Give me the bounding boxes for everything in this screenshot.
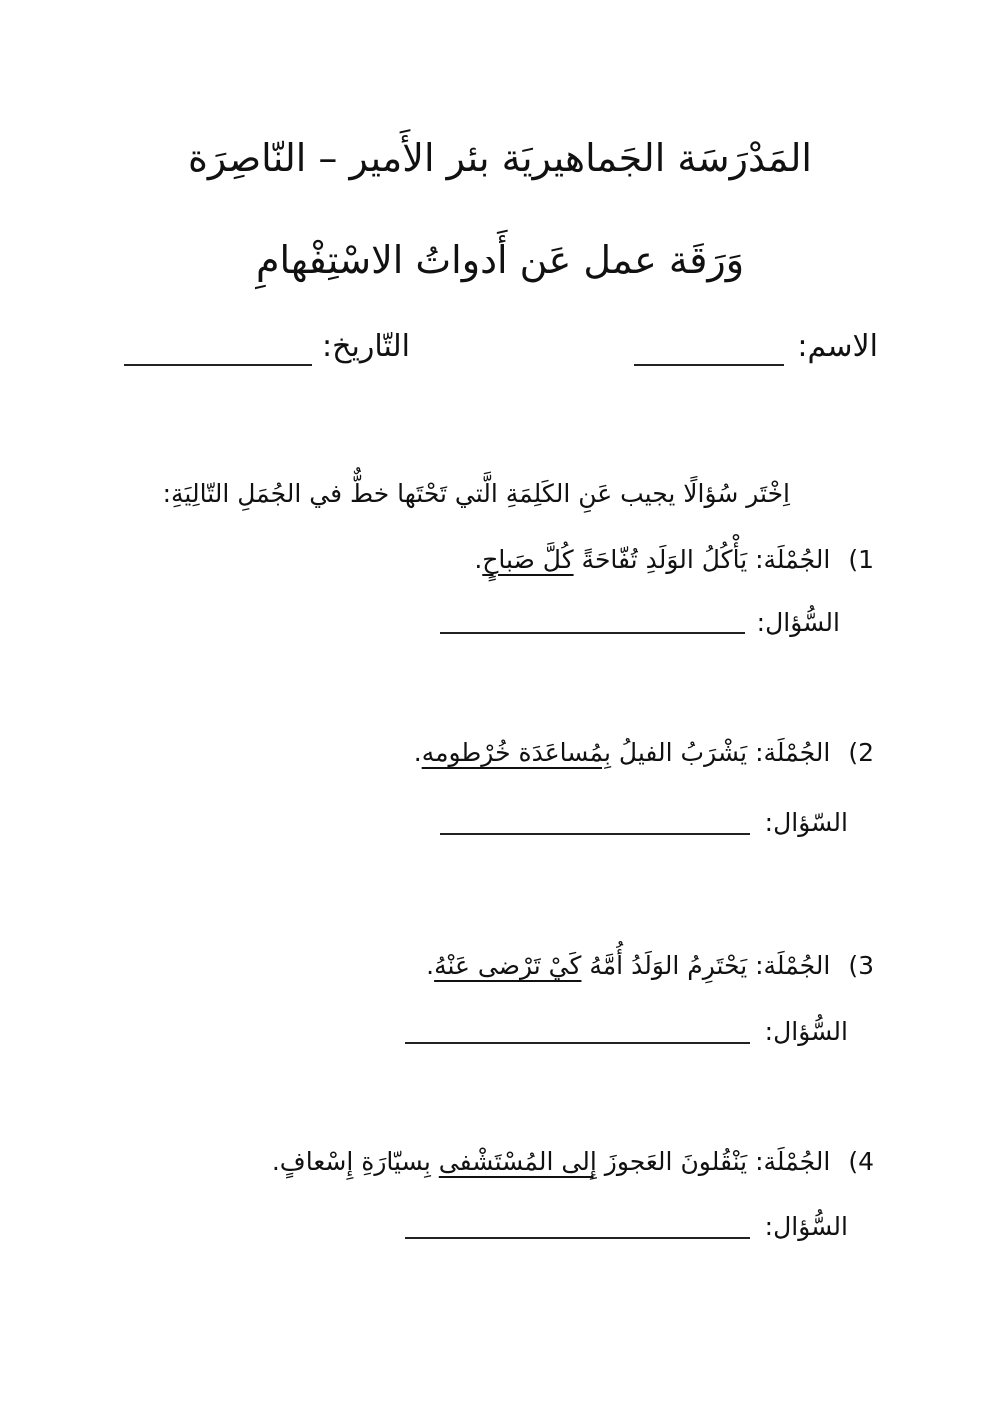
sentence-text: يَنْقُلونَ العَجوزَ [604, 1147, 748, 1176]
sentence-text: يَأْكُلُ الوَلَدِ تُفّاحَةً [581, 545, 748, 574]
question-number: 3) [848, 951, 874, 980]
question-label: السُّؤال: [756, 608, 840, 637]
sentence-label: الجُمْلَة: [755, 738, 831, 767]
question-number: 2) [848, 738, 874, 767]
sentence-label: الجُمْلَة: [755, 951, 831, 980]
date-field[interactable] [124, 364, 312, 366]
sentence-label: الجُمْلَة: [755, 545, 831, 574]
answer-field-3[interactable] [405, 1042, 750, 1044]
question-label: السُّؤال: [764, 1017, 848, 1046]
underlined-phrase: إِلى المُسْتَشْفى [438, 1147, 597, 1176]
name-field[interactable] [634, 364, 784, 366]
school-title: المَدْرَسَة الجَماهيريَة بئر الأَمير – النّاصِرَة [188, 136, 812, 180]
answer-field-4[interactable] [405, 1237, 750, 1239]
answer-field-2[interactable] [440, 833, 750, 835]
sentence-label: الجُمْلَة: [755, 1147, 831, 1176]
sentence-3 [426, 946, 874, 986]
sentence-1 [474, 540, 874, 580]
question-number: 4) [848, 1147, 874, 1176]
name-label: الاسم: [797, 329, 878, 364]
underlined-phrase: كَيْ تَرْضى عَنْهُ [434, 951, 582, 980]
sentence-text: يَشْرَبُ الفيلُ [618, 738, 748, 767]
sentence-2 [414, 733, 874, 773]
question-number: 1) [848, 545, 874, 574]
sentence-text: يَحْتَرِمُ الوَلَدُ أُمَّهُ [589, 951, 748, 980]
date-label: التّاريخ: [322, 329, 410, 364]
instruction-text: اِخْتَر سُؤالًا يجيب عَنِ الكَلِمَةِ الَّتي تَحْتَها خطٌّ في الجُمَلِ التّالِيَةِ: [162, 479, 790, 508]
sentence-4 [272, 1142, 874, 1182]
sentence-end: . [426, 951, 435, 980]
question-label: السّؤال: [764, 808, 848, 837]
underlined-phrase: كُلَّ صَباحٍ [482, 545, 574, 574]
sentence-end: بِسيّارَةِ إِسْعافٍ. [271, 1147, 431, 1176]
question-label: السُّؤال: [764, 1212, 848, 1241]
underlined-phrase: بِمُساعَدَة خُرْطومه [421, 738, 611, 767]
sentence-end: . [413, 738, 422, 767]
sentence-end: . [474, 545, 483, 574]
worksheet-title: وَرَقَة عمل عَن أَدواتُ الاسْتِفْهامِ [255, 238, 745, 282]
answer-field-1[interactable] [440, 632, 745, 634]
